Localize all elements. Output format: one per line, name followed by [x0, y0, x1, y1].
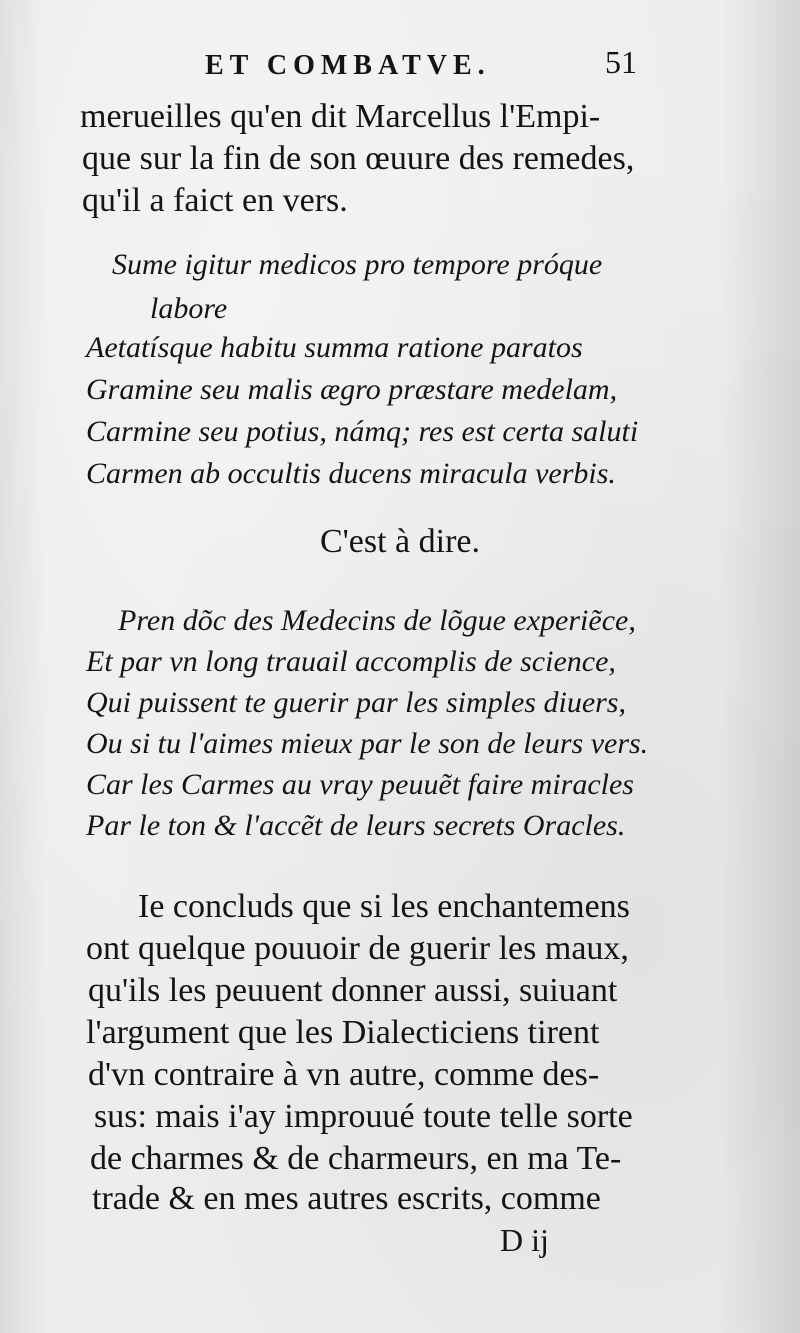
body-line: trade & en mes autres escrits, comme	[92, 1180, 601, 1217]
intro-line: qu'il a faict en vers.	[82, 182, 348, 219]
latin-verse-line: Sume igitur medicos pro tempore próque	[112, 248, 603, 281]
intro-line: que sur la fin de son œuure des remedes,	[82, 140, 635, 177]
body-line: ont quelque pouuoir de guerir les maux,	[86, 930, 629, 967]
french-verse-line: Et par vn long trauail accomplis de science,	[86, 645, 616, 678]
running-title: ET COMBATVE.	[205, 50, 491, 81]
latin-verse-line: Gramine seu malis ægro præstare medelam,	[86, 373, 618, 406]
latin-verse-line: Aetatísque habitu summa ratione paratos	[86, 331, 583, 364]
body-line: Ie concluds que si les enchantemens	[138, 888, 630, 925]
subheading: C'est à dire.	[319, 523, 481, 560]
latin-verse-line: Carmen ab occultis ducens miracula verbis.	[86, 457, 616, 490]
french-verse-line: Ou si tu l'aimes mieux par le son de leurs vers.	[86, 727, 649, 760]
french-verse-line: Pren dõc des Medecins de lõgue experiẽce,	[118, 604, 636, 637]
signature-mark: D ij	[500, 1222, 549, 1258]
intro-line: merueilles qu'en dit Marcellus l'Empi-	[80, 98, 601, 135]
latin-verse-line: Carmine seu potius, námq; res est certa saluti	[86, 415, 639, 448]
page-number: 51	[605, 44, 637, 80]
body-line: sus: mais i'ay improuué toute telle sorte	[94, 1098, 633, 1135]
body-line: de charmes & de charmeurs, en ma Te-	[90, 1140, 622, 1177]
french-verse-line: Qui puissent te guerir par les simples diuers,	[86, 686, 626, 719]
body-line: d'vn contraire à vn autre, comme des-	[88, 1056, 600, 1093]
french-verse-line: Car les Carmes au vray peuuẽt faire miracles	[86, 768, 634, 801]
body-line: qu'ils les peuuent donner aussi, suiuant	[88, 972, 618, 1009]
body-line: l'argument que les Dialecticiens tirent	[86, 1014, 600, 1051]
french-verse-line: Par le ton & l'accẽt de leurs secrets Oracles.	[86, 809, 626, 842]
latin-verse-line: labore	[150, 292, 228, 325]
